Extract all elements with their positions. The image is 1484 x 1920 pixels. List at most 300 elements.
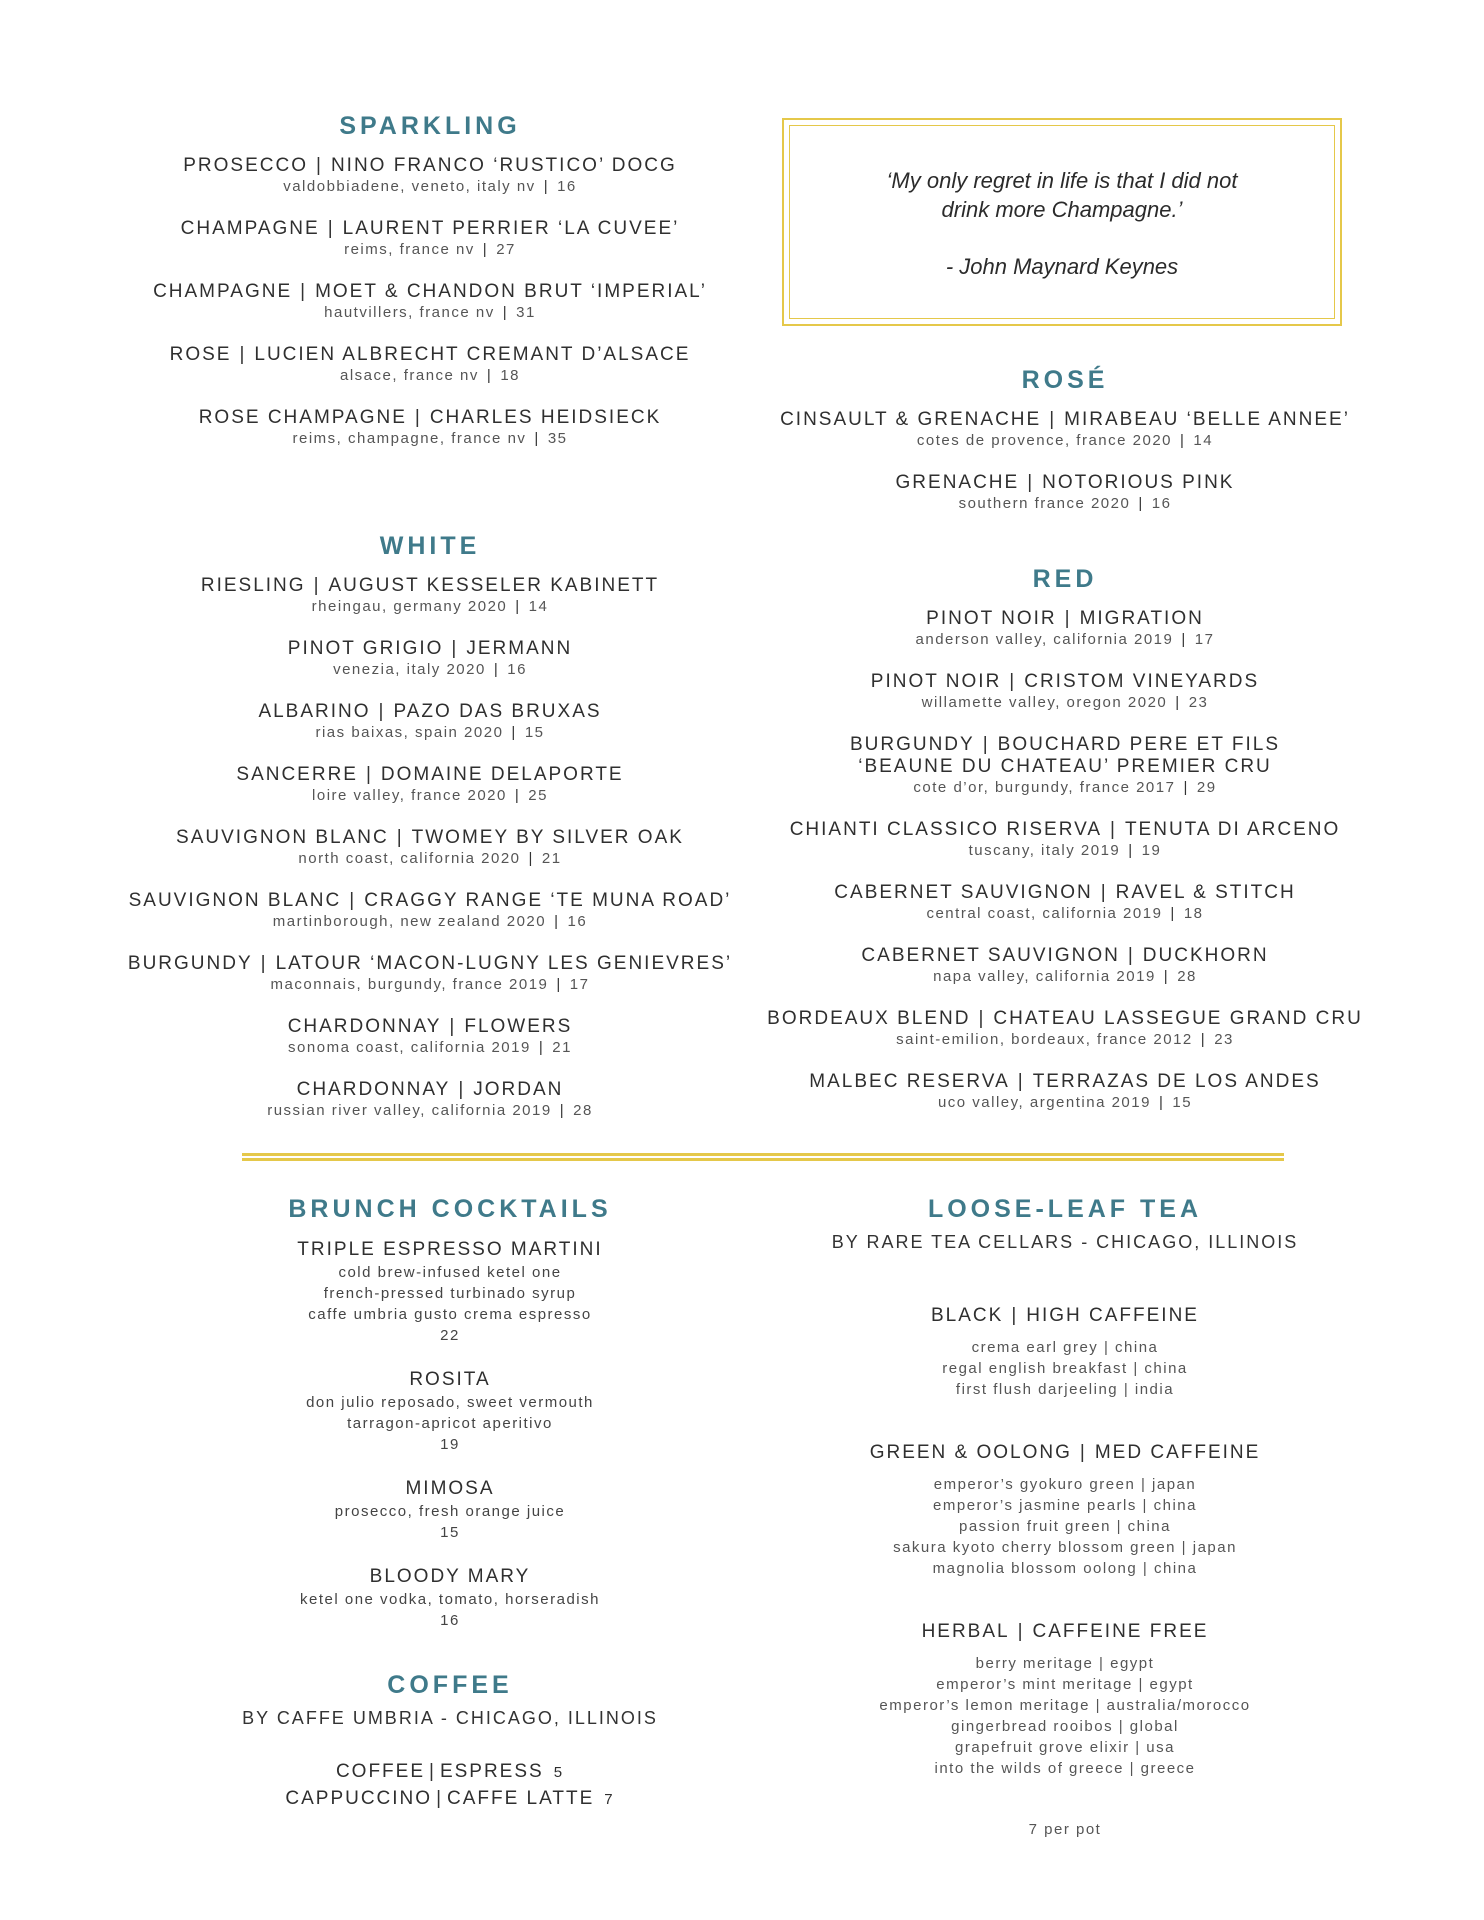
wine-price: 16 bbox=[1151, 495, 1172, 512]
separator: | bbox=[1183, 779, 1189, 796]
cocktail-item bbox=[170, 1238, 730, 1346]
separator: | bbox=[1049, 409, 1057, 430]
separator: | bbox=[316, 155, 323, 176]
wine-item bbox=[120, 155, 740, 197]
tea-group-title bbox=[760, 1305, 1370, 1327]
tea-group-title bbox=[760, 1442, 1370, 1464]
wine-item bbox=[120, 638, 740, 680]
tea-type: BLACK bbox=[931, 1305, 1004, 1326]
separator: | bbox=[515, 598, 521, 615]
wine-price: 21 bbox=[552, 1039, 572, 1056]
wine-grape: BURGUNDY bbox=[127, 953, 253, 974]
tea-item: first flush darjeeling | india bbox=[955, 1381, 1175, 1398]
wine-price: 14 bbox=[528, 598, 549, 615]
wine-grape: CHARDONNAY bbox=[287, 1016, 442, 1037]
tea-item: emperor’s jasmine pearls | china bbox=[933, 1497, 1197, 1514]
wine-item bbox=[760, 409, 1370, 451]
wine-price: 19 bbox=[1141, 842, 1162, 859]
cocktail-ingredient: cold brew-infused ketel one bbox=[338, 1264, 562, 1281]
cocktails-heading: BRUNCH COCKTAILS bbox=[288, 1195, 612, 1223]
tea-group bbox=[760, 1305, 1370, 1400]
wine-region: rias baixas, spain 2020 bbox=[315, 724, 504, 741]
white-list bbox=[120, 575, 740, 1121]
separator: | bbox=[1017, 1071, 1025, 1092]
wine-item bbox=[120, 890, 740, 932]
rose-heading: ROSÉ bbox=[1021, 366, 1109, 394]
wine-producer: DOMAINE DELAPORTE bbox=[380, 764, 624, 785]
wine-grape: BORDEAUX BLEND bbox=[767, 1008, 971, 1029]
tea-item: emperor’s mint meritage | egypt bbox=[936, 1676, 1194, 1693]
separator: | bbox=[1011, 1305, 1019, 1326]
coffee-list bbox=[170, 1759, 730, 1813]
cocktail-ingredient: ketel one vodka, tomato, horseradish bbox=[300, 1591, 600, 1608]
wine-price: 28 bbox=[573, 1102, 593, 1119]
wine-producer: CHARLES HEIDSIECK bbox=[429, 407, 662, 428]
wine-item bbox=[760, 819, 1370, 861]
wine-title bbox=[120, 764, 740, 786]
wine-detail bbox=[760, 494, 1370, 514]
wine-title bbox=[120, 407, 740, 429]
wine-producer: TENUTA DI ARCENO bbox=[1124, 819, 1341, 840]
tea-heading: LOOSE-LEAF TEA bbox=[927, 1195, 1203, 1223]
tea-type: HERBAL bbox=[921, 1621, 1010, 1642]
wine-detail bbox=[120, 240, 740, 260]
wine-detail bbox=[120, 786, 740, 806]
separator: | bbox=[502, 304, 509, 321]
tea-per-pot: 7 per pot bbox=[1028, 1821, 1102, 1838]
coffee-name-left: CAPPUCCINO bbox=[285, 1788, 433, 1809]
separator: | bbox=[511, 724, 517, 741]
wine-title bbox=[760, 819, 1370, 841]
wine-grape: CABERNET SAUVIGNON bbox=[861, 945, 1120, 966]
coffee-price: 7 bbox=[604, 1791, 615, 1808]
coffee-subheading: BY CAFFE UMBRIA - CHICAGO, ILLINOIS bbox=[242, 1708, 658, 1728]
wine-producer: CRISTOM VINEYARDS bbox=[1024, 671, 1260, 692]
separator: | bbox=[1170, 905, 1176, 922]
tea-item: emperor’s lemon meritage | australia/morocco bbox=[879, 1697, 1251, 1714]
wine-price: 15 bbox=[1172, 1094, 1193, 1111]
tea-subheading: BY RARE TEA CELLARS - CHICAGO, ILLINOIS bbox=[831, 1232, 1299, 1252]
separator: | bbox=[378, 701, 386, 722]
separator: | bbox=[543, 178, 550, 195]
wine-region: valdobbiadene, veneto, italy nv bbox=[283, 178, 536, 195]
separator: | bbox=[1163, 968, 1170, 985]
coffee-name-right: ESPRESS bbox=[439, 1761, 544, 1782]
sparkling-heading: SPARKLING bbox=[339, 112, 521, 140]
left-top-column bbox=[120, 112, 740, 1142]
separator: | bbox=[1181, 631, 1187, 648]
cocktail-name: TRIPLE ESPRESSO MARTINI bbox=[297, 1239, 603, 1260]
wine-title bbox=[760, 472, 1370, 494]
wine-producer: TERRAZAS DE LOS ANDES bbox=[1032, 1071, 1321, 1092]
cocktail-ingredient: don julio reposado, sweet vermouth bbox=[306, 1394, 594, 1411]
wine-title bbox=[760, 1071, 1370, 1093]
wine-region: willamette valley, oregon 2020 bbox=[921, 694, 1168, 711]
wine-region: cote d’or, burgundy, france 2017 bbox=[913, 779, 1176, 796]
cocktail-ingredient: tarragon-apricot aperitivo bbox=[347, 1415, 553, 1432]
wine-producer: JORDAN bbox=[473, 1079, 564, 1100]
wine-detail bbox=[120, 303, 740, 323]
wine-grape: PINOT NOIR bbox=[926, 608, 1057, 629]
tea-item: grapefruit grove elixir | usa bbox=[955, 1739, 1175, 1756]
wine-price: 28 bbox=[1177, 968, 1197, 985]
quote-line-2: drink more Champagne.’ bbox=[941, 197, 1183, 222]
wine-producer: JERMANN bbox=[466, 638, 573, 659]
cocktail-item bbox=[170, 1565, 730, 1631]
separator: | bbox=[1110, 819, 1117, 840]
wine-grape: MALBEC RESERVA bbox=[809, 1071, 1010, 1092]
gold-divider bbox=[242, 1153, 1284, 1161]
wine-region: russian river valley, california 2019 bbox=[267, 1102, 552, 1119]
wine-producer: CRAGGY RANGE ‘TE MUNA ROAD’ bbox=[364, 890, 732, 911]
wine-grape: ROSE bbox=[169, 344, 232, 365]
quote-line-1: ‘My only regret in life is that I did not bbox=[886, 168, 1238, 193]
wine-region: venezia, italy 2020 bbox=[333, 661, 486, 678]
wine-producer: RAVEL & STITCH bbox=[1115, 882, 1296, 903]
wine-item bbox=[120, 827, 740, 869]
wine-grape: SANCERRE bbox=[236, 764, 358, 785]
wine-region: rheingau, germany 2020 bbox=[311, 598, 508, 615]
separator: | bbox=[534, 430, 540, 447]
wine-price: 25 bbox=[528, 787, 548, 804]
wine-region: north coast, california 2020 bbox=[298, 850, 521, 867]
separator: | bbox=[300, 281, 308, 302]
tea-item: gingerbread rooibos | global bbox=[951, 1718, 1179, 1735]
separator: | bbox=[1100, 882, 1108, 903]
wine-price: 18 bbox=[1183, 905, 1204, 922]
wine-detail bbox=[760, 904, 1370, 924]
separator: | bbox=[978, 1008, 986, 1029]
wine-item bbox=[760, 882, 1370, 924]
separator: | bbox=[414, 407, 422, 428]
wine-detail bbox=[760, 693, 1370, 713]
wine-item bbox=[120, 1079, 740, 1121]
wine-detail bbox=[120, 1101, 740, 1121]
wine-title bbox=[760, 734, 1370, 756]
tea-caffeine: CAFFEINE FREE bbox=[1032, 1621, 1209, 1642]
separator: | bbox=[528, 850, 534, 867]
wine-region: napa valley, california 2019 bbox=[933, 968, 1156, 985]
separator: | bbox=[554, 913, 560, 930]
coffee-price: 5 bbox=[553, 1764, 565, 1781]
separator: | bbox=[436, 1788, 443, 1809]
wine-item bbox=[120, 344, 740, 386]
separator: | bbox=[556, 976, 562, 993]
wine-detail bbox=[120, 366, 740, 386]
separator: | bbox=[486, 367, 493, 384]
right-top-column bbox=[760, 366, 1370, 1134]
separator: | bbox=[1009, 671, 1017, 692]
wine-grape: PINOT NOIR bbox=[870, 671, 1002, 692]
wine-grape: CHAMPAGNE bbox=[153, 281, 293, 302]
separator: | bbox=[365, 764, 373, 785]
wine-title bbox=[120, 1079, 740, 1101]
separator: | bbox=[1079, 1442, 1087, 1463]
wine-title bbox=[760, 882, 1370, 904]
wine-title bbox=[120, 281, 740, 303]
separator: | bbox=[1180, 432, 1186, 449]
cocktail-ingredient: caffe umbria gusto crema espresso bbox=[308, 1306, 592, 1323]
separator: | bbox=[482, 241, 489, 258]
left-bottom-column bbox=[170, 1195, 730, 1813]
separator: | bbox=[982, 734, 990, 755]
wine-item bbox=[120, 701, 740, 743]
wine-detail bbox=[120, 429, 740, 449]
wine-grape: BURGUNDY bbox=[849, 734, 975, 755]
separator: | bbox=[429, 1761, 436, 1782]
wine-detail bbox=[760, 778, 1370, 798]
wine-region: cotes de provence, france 2020 bbox=[916, 432, 1173, 449]
wine-region: sonoma coast, california 2019 bbox=[288, 1039, 531, 1056]
wine-detail bbox=[760, 431, 1370, 451]
wine-detail bbox=[120, 597, 740, 617]
wine-grape: PROSECCO bbox=[183, 155, 308, 176]
separator: | bbox=[1027, 472, 1035, 493]
wine-item bbox=[120, 1016, 740, 1058]
wine-price: 23 bbox=[1188, 694, 1209, 711]
tea-type: GREEN & OOLONG bbox=[869, 1442, 1072, 1463]
wine-title bbox=[760, 945, 1370, 967]
wine-item bbox=[760, 472, 1370, 514]
wine-item bbox=[120, 281, 740, 323]
wine-producer: PAZO DAS BRUXAS bbox=[393, 701, 602, 722]
wine-detail bbox=[120, 723, 740, 743]
tea-item: sakura kyoto cherry blossom green | japan bbox=[893, 1539, 1237, 1556]
wine-detail bbox=[120, 1038, 740, 1058]
separator: | bbox=[327, 218, 335, 239]
cocktail-ingredient: prosecco, fresh orange juice bbox=[334, 1503, 566, 1520]
wine-producer: MIGRATION bbox=[1079, 608, 1204, 629]
tea-item: emperor’s gyokuro green | japan bbox=[933, 1476, 1197, 1493]
wine-detail bbox=[120, 849, 740, 869]
wine-title bbox=[120, 575, 740, 597]
tea-caffeine: HIGH CAFFEINE bbox=[1026, 1305, 1199, 1326]
wine-title bbox=[760, 409, 1370, 431]
tea-list bbox=[760, 1305, 1370, 1779]
wine-producer: NOTORIOUS PINK bbox=[1042, 472, 1235, 493]
cocktails-list bbox=[170, 1238, 730, 1631]
wine-producer: LUCIEN ALBRECHT CREMANT D’ALSACE bbox=[254, 344, 691, 365]
cocktail-price: 22 bbox=[440, 1327, 460, 1344]
separator: | bbox=[514, 787, 521, 804]
rose-list bbox=[760, 409, 1370, 514]
wine-title bbox=[120, 638, 740, 660]
wine-price: 29 bbox=[1196, 779, 1217, 796]
wine-grape: SAUVIGNON BLANC bbox=[176, 827, 389, 848]
cocktail-price: 15 bbox=[440, 1524, 460, 1541]
separator: | bbox=[1158, 1094, 1165, 1111]
wine-producer: TWOMEY BY SILVER OAK bbox=[411, 827, 684, 848]
tea-item: berry meritage | egypt bbox=[975, 1655, 1155, 1672]
wine-region: reims, champagne, france nv bbox=[292, 430, 527, 447]
wine-detail bbox=[120, 912, 740, 932]
wine-producer: BOUCHARD PERE ET FILS bbox=[997, 734, 1281, 755]
separator: | bbox=[313, 575, 321, 596]
separator: | bbox=[538, 1039, 545, 1056]
wine-price: 21 bbox=[541, 850, 562, 867]
wine-region: southern france 2020 bbox=[958, 495, 1131, 512]
wine-item bbox=[760, 671, 1370, 713]
wine-detail bbox=[760, 1030, 1370, 1050]
wine-price: 31 bbox=[516, 304, 536, 321]
wine-item bbox=[120, 764, 740, 806]
wine-price: 27 bbox=[496, 241, 516, 258]
separator: | bbox=[559, 1102, 566, 1119]
separator: | bbox=[449, 1016, 457, 1037]
wine-producer: AUGUST KESSELER KABINETT bbox=[328, 575, 660, 596]
wine-detail bbox=[120, 177, 740, 197]
separator: | bbox=[260, 953, 268, 974]
separator: | bbox=[1127, 945, 1135, 966]
wine-title-extra: ‘BEAUNE DU CHATEAU’ PREMIER CRU bbox=[858, 756, 1272, 777]
coffee-name-right: CAFFE LATTE bbox=[447, 1788, 595, 1809]
wine-producer: LAURENT PERRIER ‘LA CUVEE’ bbox=[342, 218, 680, 239]
wine-title bbox=[120, 1016, 740, 1038]
cocktail-price: 16 bbox=[440, 1612, 460, 1629]
cocktail-name: ROSITA bbox=[409, 1369, 491, 1390]
wine-grape: CABERNET SAUVIGNON bbox=[834, 882, 1093, 903]
wine-grape: PINOT GRIGIO bbox=[287, 638, 444, 659]
wine-price: 23 bbox=[1214, 1031, 1234, 1048]
tea-group-title bbox=[760, 1621, 1370, 1643]
separator: | bbox=[1200, 1031, 1207, 1048]
wine-region: saint-emilion, bordeaux, france 2012 bbox=[896, 1031, 1193, 1048]
wine-item bbox=[120, 407, 740, 449]
wine-price: 16 bbox=[557, 178, 577, 195]
wine-grape: CHIANTI CLASSICO RISERVA bbox=[789, 819, 1103, 840]
quote-text bbox=[784, 166, 1340, 281]
wine-title bbox=[120, 218, 740, 240]
cocktail-price: 19 bbox=[440, 1436, 460, 1453]
wine-grape: RIESLING bbox=[200, 575, 306, 596]
tea-item: magnolia blossom oolong | china bbox=[932, 1560, 1198, 1577]
wine-detail bbox=[120, 660, 740, 680]
separator: | bbox=[1138, 495, 1144, 512]
wine-item bbox=[760, 734, 1370, 798]
wine-item bbox=[120, 953, 740, 995]
tea-item: passion fruit green | china bbox=[959, 1518, 1171, 1535]
wine-detail bbox=[760, 630, 1370, 650]
coffee-name-left: COFFEE bbox=[335, 1761, 425, 1782]
wine-producer: FLOWERS bbox=[464, 1016, 573, 1037]
wine-title bbox=[120, 890, 740, 912]
tea-group bbox=[760, 1442, 1370, 1579]
wine-region: anderson valley, california 2019 bbox=[915, 631, 1174, 648]
wine-grape: ROSE CHAMPAGNE bbox=[198, 407, 407, 428]
wine-grape: ALBARINO bbox=[258, 701, 371, 722]
coffee-heading: COFFEE bbox=[387, 1671, 513, 1699]
cocktail-ingredient: french-pressed turbinado syrup bbox=[323, 1285, 577, 1302]
wine-region: uco valley, argentina 2019 bbox=[937, 1094, 1151, 1111]
wine-region: hautvillers, france nv bbox=[324, 304, 495, 321]
sparkling-list bbox=[120, 155, 740, 449]
right-bottom-column bbox=[760, 1195, 1370, 1838]
tea-caffeine: MED CAFFEINE bbox=[1094, 1442, 1261, 1463]
wine-price: 18 bbox=[500, 367, 520, 384]
wine-price: 15 bbox=[524, 724, 545, 741]
wine-detail bbox=[760, 1093, 1370, 1113]
wine-item bbox=[120, 218, 740, 260]
coffee-item bbox=[170, 1786, 730, 1813]
cocktail-item bbox=[170, 1477, 730, 1543]
coffee-item bbox=[170, 1759, 730, 1786]
wine-price: 35 bbox=[547, 430, 568, 447]
separator: | bbox=[458, 1079, 466, 1100]
separator: | bbox=[493, 661, 500, 678]
tea-item: crema earl grey | china bbox=[971, 1339, 1159, 1356]
wine-region: martinborough, new zealand 2020 bbox=[272, 913, 547, 930]
wine-item bbox=[760, 608, 1370, 650]
wine-title bbox=[120, 155, 740, 177]
separator: | bbox=[396, 827, 404, 848]
tea-item: into the wilds of greece | greece bbox=[934, 1760, 1196, 1777]
wine-price: 17 bbox=[1194, 631, 1215, 648]
wine-price: 16 bbox=[567, 913, 588, 930]
wine-producer: DUCKHORN bbox=[1142, 945, 1269, 966]
wine-producer: LATOUR ‘MACON-LUGNY LES GENIEVRES’ bbox=[275, 953, 733, 974]
separator: | bbox=[1017, 1621, 1025, 1642]
wine-item bbox=[760, 1071, 1370, 1113]
wine-detail bbox=[120, 975, 740, 995]
wine-detail bbox=[760, 967, 1370, 987]
wine-region: maconnais, burgundy, france 2019 bbox=[270, 976, 549, 993]
white-heading: WHITE bbox=[379, 532, 481, 560]
red-heading: RED bbox=[1032, 565, 1098, 593]
wine-title bbox=[760, 608, 1370, 630]
wine-grape: GRENACHE bbox=[895, 472, 1020, 493]
wine-grape: CHARDONNAY bbox=[296, 1079, 451, 1100]
quote-box bbox=[782, 118, 1342, 326]
separator: | bbox=[1175, 694, 1181, 711]
wine-title bbox=[120, 344, 740, 366]
separator: | bbox=[451, 638, 459, 659]
wine-title bbox=[120, 827, 740, 849]
wine-item bbox=[760, 1008, 1370, 1050]
wine-region: loire valley, france 2020 bbox=[312, 787, 507, 804]
wine-title bbox=[760, 671, 1370, 693]
wine-price: 16 bbox=[507, 661, 527, 678]
cocktail-item bbox=[170, 1368, 730, 1455]
separator: | bbox=[1064, 608, 1072, 629]
separator: | bbox=[239, 344, 247, 365]
wine-title bbox=[120, 953, 740, 975]
wine-region: reims, france nv bbox=[344, 241, 475, 258]
tea-item: regal english breakfast | china bbox=[942, 1360, 1188, 1377]
wine-grape: CHAMPAGNE bbox=[180, 218, 320, 239]
wine-price: 14 bbox=[1193, 432, 1214, 449]
wine-region: alsace, france nv bbox=[340, 367, 479, 384]
wine-price: 17 bbox=[569, 976, 590, 993]
wine-grape: SAUVIGNON BLANC bbox=[128, 890, 342, 911]
wine-producer: MOET & CHANDON BRUT ‘IMPERIAL’ bbox=[315, 281, 707, 302]
wine-region: tuscany, italy 2019 bbox=[968, 842, 1121, 859]
separator: | bbox=[349, 890, 357, 911]
red-list bbox=[760, 608, 1370, 1113]
separator: | bbox=[1128, 842, 1134, 859]
cocktail-name: MIMOSA bbox=[405, 1478, 495, 1499]
wine-producer: MIRABEAU ‘BELLE ANNEE’ bbox=[1064, 409, 1350, 430]
wine-producer: NINO FRANCO ‘RUSTICO’ DOCG bbox=[330, 155, 677, 176]
wine-title bbox=[120, 701, 740, 723]
wine-detail bbox=[760, 841, 1370, 861]
wine-producer: CHATEAU LASSEGUE GRAND CRU bbox=[993, 1008, 1363, 1029]
cocktail-name: BLOODY MARY bbox=[369, 1566, 531, 1587]
wine-title bbox=[760, 1008, 1370, 1030]
wine-grape: CINSAULT & GRENACHE bbox=[780, 409, 1042, 430]
quote-author: - John Maynard Keynes bbox=[945, 254, 1179, 279]
wine-region: central coast, california 2019 bbox=[926, 905, 1163, 922]
wine-item bbox=[120, 575, 740, 617]
